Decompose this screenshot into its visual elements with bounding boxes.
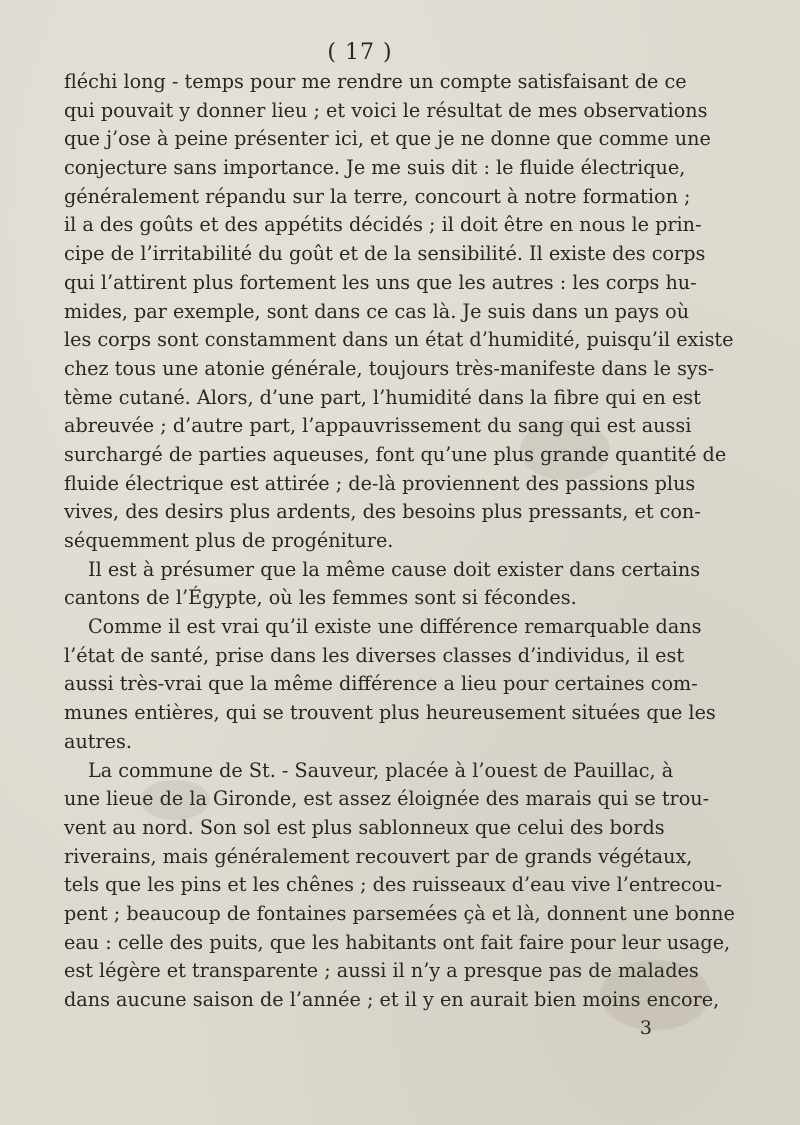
text-line: que j’ose à peine présenter ici, et que je ne donne que comme une [64,127,711,151]
page-text [64,38,735,1041]
text-line: généralement répandu sur la terre, concourt à notre formation ; [64,184,691,208]
text-line: riverains, mais généralement recouvert par de grands végétaux, [64,844,693,868]
text-line: mides, par exemple, sont dans ce cas là. Je suis dans un pays où [64,299,690,323]
text-line: tème cutané. Alors, d’une part, l’humidité dans la fibre qui en est [64,385,701,409]
text-line: vent au nord. Son sol est plus sablonneux que celui des bords [64,815,665,839]
text-line: l’état de santé, prise dans les diverses classes d’individus, il est [64,643,685,667]
text-line: abreuvée ; d’autre part, l’appauvrissement du sang qui est aussi [64,414,692,438]
text-lines [64,68,735,1015]
text-line: cantons de l’Égypte, où les femmes sont si fécondes. [64,586,577,610]
text-line: dans aucune saison de l’année ; et il y en aurait bien moins encore, [64,988,720,1011]
text-line: il a des goûts et des appétits décidés ; il doit être en nous le prin- [64,213,702,237]
text-line: fléchi long - temps pour me rendre un compte satisfaisant de ce [64,70,687,93]
text-line: est légère et transparente ; aussi il n’y a presque pas de malades [64,959,699,983]
text-line: une lieue de la Gironde, est assez éloignée des marais qui se trou- [64,787,710,811]
page-number: ( 17 ) [327,40,393,65]
text-line: autres. [64,729,132,753]
text-line: surchargé de parties aqueuses, font qu’une plus grande quantité de [64,442,727,466]
text-line: vives, des desirs plus ardents, des besoins plus pressants, et con- [64,500,701,524]
text-line: qui l’attirent plus fortement les uns que les autres : les corps hu- [64,270,697,294]
text-line: conjecture sans importance. Je me suis dit : le fluide électrique, [64,156,686,180]
text-line: fluide électrique est attirée ; de-là proviennent des passions plus [64,471,696,495]
text-line: tels que les pins et les chênes ; des ruisseaux d’eau vive l’entrecou- [64,873,722,897]
signature-mark: 3 [639,1016,652,1039]
text-line: pent ; beaucoup de fontaines parsemées çà et là, donnent une bonne [64,901,735,925]
text-line: munes entières, qui se trouvent plus heureusement situées que les [64,701,716,725]
text-line: La commune de St. - Sauveur, placée à l’ouest de Pauillac, à [88,758,674,782]
text-line: séquemment plus de progéniture. [64,529,394,552]
text-line: qui pouvait y donner lieu ; et voici le résultat de mes observations [64,98,708,122]
text-line: Il est à présumer que la même cause doit exister dans certains [88,557,701,581]
text-line: les corps sont constamment dans un état d’humidité, puisqu’il existe [64,328,734,352]
text-line: eau : celle des puits, que les habitants ont fait faire pour leur usage, [64,930,731,954]
text-line: Comme il est vrai qu’il existe une différence remarquable dans [88,615,702,639]
text-line: chez tous une atonie générale, toujours très-manifeste dans le sys- [64,356,715,380]
text-line: cipe de l’irritabilité du goût et de la sensibilité. Il existe des corps [64,242,706,266]
text-line: aussi très-vrai que la même différence a lieu pour certaines com- [64,672,698,696]
